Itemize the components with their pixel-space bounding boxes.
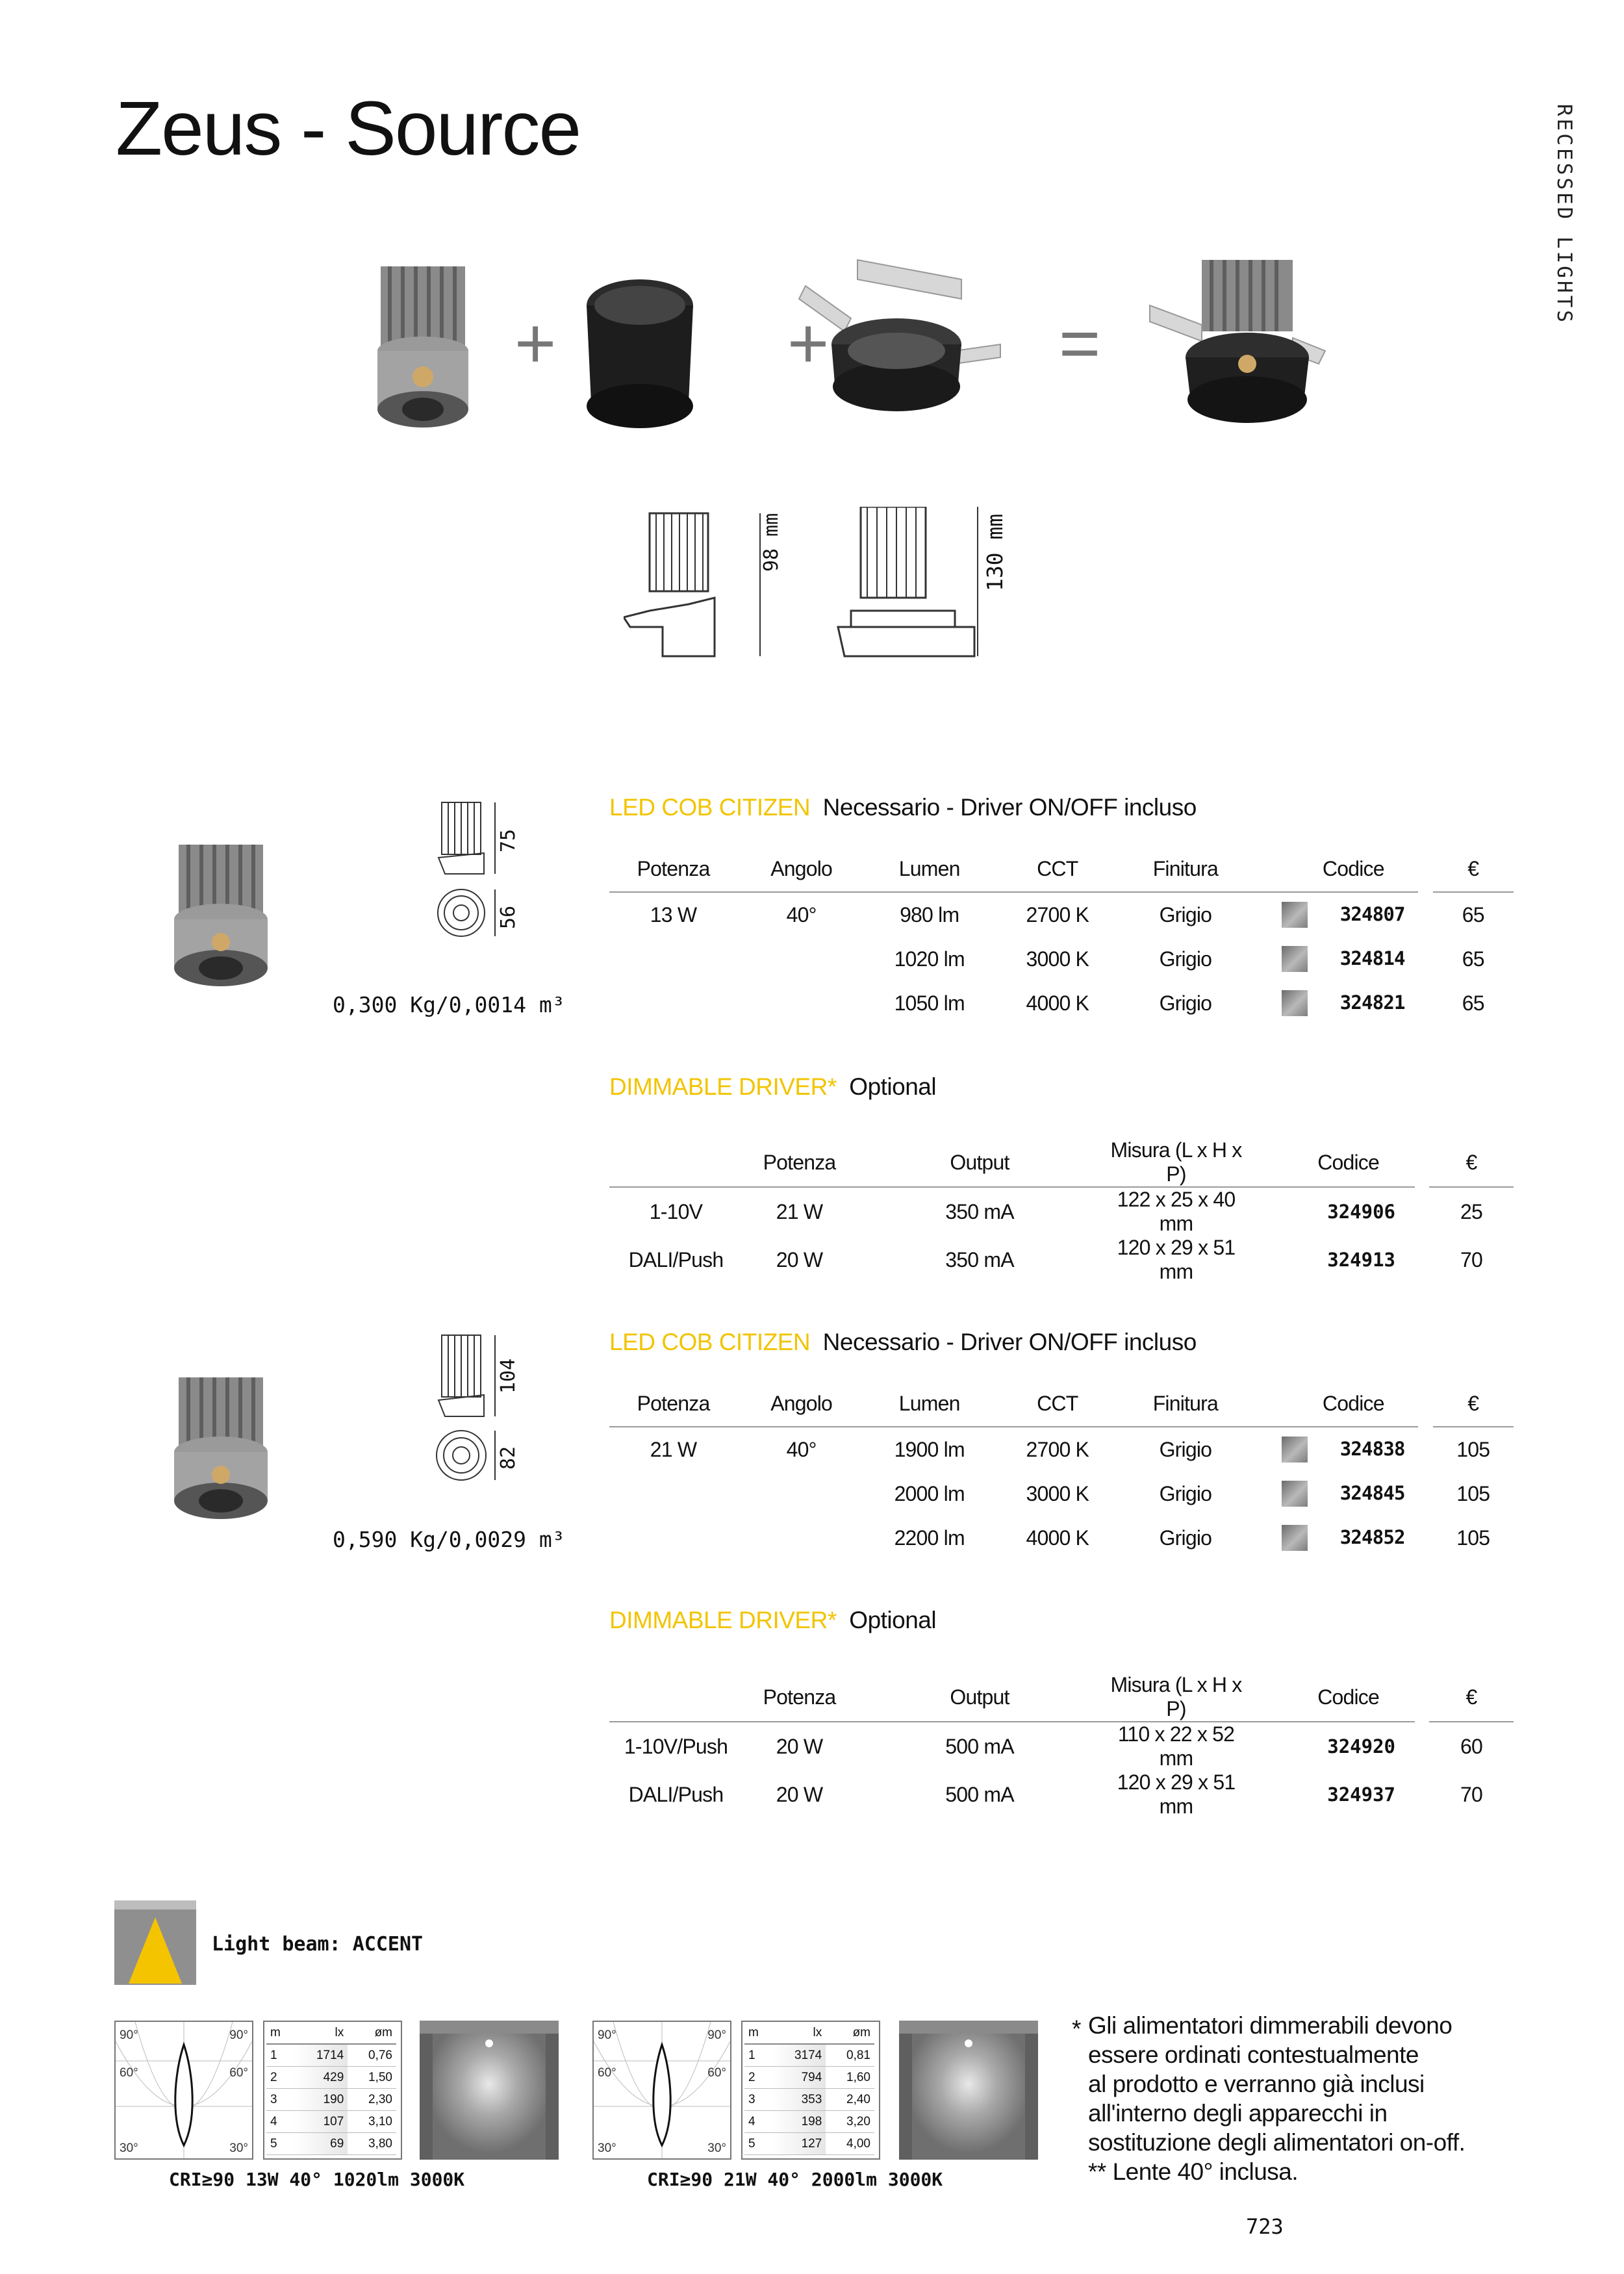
codice-cell: 324937: [1327, 1783, 1395, 1806]
polar-label: 60°: [707, 2066, 726, 2080]
polar-label: 30°: [707, 2141, 726, 2155]
diameter-cell: 1,60: [826, 2067, 874, 2089]
product1-driver-table: [609, 1138, 1514, 1284]
col-header: CCT: [993, 1381, 1121, 1427]
polar-label: 30°: [229, 2141, 248, 2155]
codice-cell: 324821: [1339, 991, 1405, 1014]
col-header: [609, 1673, 742, 1722]
product2-weight: 0,590 Kg/0,0029 m³: [333, 1527, 565, 1552]
finitura-cell: Grigio: [1159, 991, 1212, 1015]
col-header: m: [744, 2022, 772, 2044]
table-row: [266, 2133, 396, 2155]
finitura-cell: Grigio: [1159, 1437, 1212, 1461]
polar-label: 90°: [120, 2028, 138, 2042]
potenza-cell: 20 W: [776, 1782, 823, 1806]
distance-cell: 2: [744, 2067, 772, 2089]
potenza-cell: 20 W: [776, 1247, 823, 1271]
potenza-cell: 20 W: [776, 1734, 823, 1758]
finish-swatch: [1282, 1437, 1308, 1463]
misura-cell: 120 x 29 x 51 mm: [1117, 1236, 1236, 1283]
angolo-cell: [737, 937, 865, 981]
output-cell: 350 mA: [945, 1247, 1014, 1271]
polar-label: 90°: [707, 2028, 726, 2042]
lux-cell: 794: [772, 2067, 826, 2089]
type-cell: 1-10V/Push: [624, 1734, 728, 1758]
price-cell: 25: [1460, 1199, 1482, 1223]
lux-cell: 127: [772, 2133, 826, 2155]
photometry-table: [266, 2022, 396, 2155]
table-row: [609, 1516, 1514, 1560]
col-header: m: [266, 2022, 294, 2044]
table-row: [609, 1187, 1514, 1236]
diameter-cell: 3,10: [348, 2111, 396, 2133]
codice-cell: 324845: [1339, 1482, 1405, 1504]
col-header: €: [1433, 1381, 1514, 1427]
driver-type: DIMMABLE DRIVER*: [609, 1607, 837, 1633]
type-cell: 1-10V: [649, 1199, 703, 1223]
photometry-caption: CRI≥90 21W 40° 2000lm 3000K: [647, 2169, 943, 2190]
product2-driver-table: [609, 1673, 1514, 1819]
finitura-cell: Grigio: [1159, 1481, 1212, 1505]
distance-cell: 4: [744, 2111, 772, 2133]
lux-cell: 190: [294, 2089, 348, 2111]
table-row: [609, 1427, 1514, 1472]
lumen-cell: 2200 lm: [894, 1526, 965, 1550]
product1-led-table: [609, 846, 1514, 1025]
output-cell: 500 mA: [945, 1782, 1014, 1806]
table-row: [744, 2067, 874, 2089]
col-header: øm: [826, 2022, 874, 2044]
output-cell: 350 mA: [945, 1199, 1014, 1223]
type-cell: DALI/Push: [628, 1782, 724, 1806]
footnote-line: ** Lente 40° inclusa.: [1088, 2158, 1299, 2185]
potenza-cell: [609, 937, 737, 981]
product2-image: [159, 1371, 283, 1520]
finish-swatch: [1282, 1525, 1308, 1551]
col-header: CCT: [993, 846, 1121, 892]
codice-cell: 324838: [1339, 1438, 1405, 1460]
cct-cell: 3000 K: [1026, 1481, 1089, 1505]
col-header: Codice: [1249, 1138, 1415, 1187]
col-header: Finitura: [1121, 1381, 1249, 1427]
finish-swatch: [1282, 946, 1308, 972]
codice-cell: 324920: [1327, 1735, 1395, 1757]
table-row: [744, 2089, 874, 2111]
angolo-cell: 40°: [786, 902, 817, 926]
product1-image: [159, 838, 283, 988]
distance-cell: 3: [266, 2089, 294, 2111]
product2-led-table: [609, 1381, 1514, 1560]
lumen-cell: 1900 lm: [894, 1437, 965, 1461]
product1-diameter: 56: [497, 905, 520, 929]
angolo-cell: 40°: [786, 1437, 817, 1461]
table-row: [609, 892, 1514, 937]
finitura-cell: Grigio: [1159, 902, 1212, 926]
product2-height: 104: [497, 1358, 520, 1394]
price-cell: 105: [1456, 1481, 1490, 1505]
potenza-cell: [609, 981, 737, 1025]
output-cell: 500 mA: [945, 1734, 1014, 1758]
polar-label: 30°: [120, 2141, 138, 2155]
finish-swatch: [1282, 1481, 1308, 1507]
beam-icon: [114, 1900, 196, 1985]
col-header: øm: [348, 2022, 396, 2044]
product2-driver-heading: [609, 1607, 936, 1634]
height-label-large: 130 mm: [982, 513, 1008, 591]
codice-cell: 324807: [1339, 903, 1405, 925]
lux-cell: 198: [772, 2111, 826, 2133]
led-note: Necessario - Driver ON/OFF incluso: [822, 794, 1197, 821]
footnote: [1088, 2011, 1556, 2186]
misura-cell: 110 x 22 x 52 mm: [1117, 1722, 1235, 1770]
codice-cell: 324852: [1339, 1526, 1405, 1548]
driver-note: Optional: [849, 1607, 937, 1633]
light-effect-image: [899, 2021, 1038, 2160]
distance-cell: 4: [266, 2111, 294, 2133]
diameter-cell: 2,30: [348, 2089, 396, 2111]
cct-cell: 2700 K: [1026, 902, 1089, 926]
finitura-cell: Grigio: [1159, 1526, 1212, 1550]
price-cell: 60: [1460, 1734, 1482, 1758]
photometry-caption: CRI≥90 13W 40° 1020lm 3000K: [169, 2169, 465, 2190]
led-type: LED COB CITIZEN: [609, 794, 811, 821]
lumen-cell: 1050 lm: [894, 991, 965, 1015]
diameter-cell: 4,00: [826, 2133, 874, 2155]
footnote-line: Gli alimentatori dimmerabili devono: [1088, 2012, 1453, 2039]
table-row: [266, 2044, 396, 2067]
diameter-cell: 0,76: [348, 2044, 396, 2067]
lux-cell: 107: [294, 2111, 348, 2133]
page-number: 723: [1246, 2214, 1284, 2239]
led-note: Necessario - Driver ON/OFF incluso: [822, 1329, 1197, 1355]
assembly-illustration: [351, 253, 1338, 442]
lux-cell: 353: [772, 2089, 826, 2111]
product2-led-heading: [609, 1329, 1197, 1356]
polar-label: 90°: [598, 2028, 616, 2042]
polar-label: 30°: [598, 2141, 616, 2155]
footnote-line: all'interno degli apparecchi in: [1088, 2100, 1388, 2127]
col-header: €: [1433, 846, 1514, 892]
product1-led-heading: [609, 794, 1197, 821]
table-row: [609, 1770, 1514, 1819]
driver-type: DIMMABLE DRIVER*: [609, 1073, 837, 1100]
product2-diameter: 82: [497, 1446, 520, 1470]
col-header: Lumen: [865, 1381, 993, 1427]
driver-note: Optional: [849, 1073, 937, 1100]
diameter-cell: 2,40: [826, 2089, 874, 2111]
distance-cell: 5: [266, 2133, 294, 2155]
col-header: Potenza: [742, 1138, 856, 1187]
polar-label: 60°: [120, 2066, 138, 2080]
col-header: Potenza: [609, 1381, 737, 1427]
finish-swatch: [1282, 990, 1308, 1016]
table-row: [609, 1236, 1514, 1284]
product1-dim-drawing: [429, 796, 507, 939]
col-header: Codice: [1249, 1673, 1415, 1722]
footnote-marker: *: [1072, 2015, 1081, 2042]
price-cell: 65: [1462, 991, 1484, 1015]
product1-height: 75: [497, 828, 520, 852]
lumen-cell: 980 lm: [900, 902, 959, 926]
footnote-line: sostituzione degli alimentatori on-off.: [1088, 2129, 1465, 2156]
col-header: €: [1429, 1673, 1514, 1722]
plus-operator: +: [514, 303, 557, 383]
potenza-cell: [609, 1472, 737, 1516]
equals-operator: =: [1059, 303, 1101, 383]
codice-cell: 324913: [1327, 1249, 1395, 1271]
plus-operator: +: [787, 303, 830, 383]
col-header: Misura (L x H x P): [1103, 1138, 1249, 1187]
dimension-drawing: [624, 507, 1013, 669]
lumen-cell: 2000 lm: [894, 1481, 965, 1505]
distance-cell: 5: [744, 2133, 772, 2155]
distance-cell: 1: [744, 2044, 772, 2067]
light-effect-image: [420, 2021, 559, 2160]
distance-cell: 2: [266, 2067, 294, 2089]
col-header: Angolo: [737, 1381, 865, 1427]
col-header: Lumen: [865, 846, 993, 892]
potenza-cell: 13 W: [650, 902, 697, 926]
diameter-cell: 0,81: [826, 2044, 874, 2067]
cct-cell: 2700 K: [1026, 1437, 1089, 1461]
product2-dim-drawing: [429, 1329, 507, 1485]
polar-diagram: [592, 2021, 731, 2160]
module-image: [377, 266, 468, 428]
table-row: [609, 1472, 1514, 1516]
polar-label: 60°: [598, 2066, 616, 2080]
distance-cell: 3: [744, 2089, 772, 2111]
finitura-cell: Grigio: [1159, 947, 1212, 971]
diameter-cell: 3,80: [348, 2133, 396, 2155]
col-header: Misura (L x H x P): [1103, 1673, 1249, 1722]
col-header: Angolo: [737, 846, 865, 892]
polar-diagram: [114, 2021, 253, 2160]
height-label-small: 98 mm: [760, 513, 783, 572]
potenza-cell: [609, 1516, 737, 1560]
cct-cell: 4000 K: [1026, 1526, 1089, 1550]
lux-cell: 429: [294, 2067, 348, 2089]
table-row: [609, 981, 1514, 1025]
codice-cell: 324814: [1339, 947, 1405, 969]
col-header: Codice: [1249, 1381, 1417, 1427]
footnote-line: essere ordinati contestualmente: [1088, 2041, 1419, 2068]
price-cell: 65: [1462, 902, 1484, 926]
misura-cell: 122 x 25 x 40 mm: [1117, 1188, 1236, 1235]
lux-cell: 3174: [772, 2044, 826, 2067]
polar-label: 90°: [229, 2028, 248, 2042]
col-header: Potenza: [609, 846, 737, 892]
photometry-table: [744, 2022, 874, 2155]
assembled-image: [1150, 260, 1325, 423]
led-type: LED COB CITIZEN: [609, 1329, 811, 1355]
polar-label: 60°: [229, 2066, 248, 2080]
price-cell: 70: [1460, 1247, 1482, 1271]
angolo-cell: [737, 1516, 865, 1560]
table-row: [609, 1722, 1514, 1770]
table-row: [744, 2044, 874, 2067]
table-row: [266, 2067, 396, 2089]
distance-cell: 1: [266, 2044, 294, 2067]
lumen-cell: 1020 lm: [894, 947, 965, 971]
light-beam-label: Light beam: ACCENT: [212, 1933, 424, 1956]
table-row: [609, 937, 1514, 981]
col-header: Potenza: [742, 1673, 856, 1722]
frame-image: [799, 260, 1000, 411]
table-row: [266, 2089, 396, 2111]
col-header: Output: [856, 1673, 1103, 1722]
cct-cell: 4000 K: [1026, 991, 1089, 1015]
col-header: €: [1429, 1138, 1514, 1187]
col-header: Output: [856, 1138, 1103, 1187]
price-cell: 70: [1460, 1782, 1482, 1806]
footnote-line: al prodotto e verranno già inclusi: [1088, 2071, 1425, 2097]
price-cell: 105: [1456, 1437, 1490, 1461]
angolo-cell: [737, 1472, 865, 1516]
trim-ring-image: [587, 279, 693, 428]
col-header: Finitura: [1121, 846, 1249, 892]
col-header: lx: [294, 2022, 348, 2044]
col-header: [609, 1138, 742, 1187]
product1-weight: 0,300 Kg/0,0014 m³: [333, 992, 565, 1017]
table-row: [744, 2133, 874, 2155]
table-row: [266, 2111, 396, 2133]
price-cell: 65: [1462, 947, 1484, 971]
cct-cell: 3000 K: [1026, 947, 1089, 971]
codice-cell: 324906: [1327, 1201, 1395, 1223]
potenza-cell: 21 W: [776, 1199, 823, 1223]
lux-cell: 69: [294, 2133, 348, 2155]
product1-driver-heading: [609, 1073, 936, 1101]
type-cell: DALI/Push: [628, 1247, 724, 1271]
price-cell: 105: [1456, 1526, 1490, 1550]
lux-cell: 1714: [294, 2044, 348, 2067]
finish-swatch: [1282, 902, 1308, 928]
section-tag: RECESSED LIGHTS: [1553, 104, 1576, 325]
table-row: [744, 2111, 874, 2133]
col-header: lx: [772, 2022, 826, 2044]
diameter-cell: 3,20: [826, 2111, 874, 2133]
page-title: Zeus - Source: [116, 86, 581, 172]
misura-cell: 120 x 29 x 51 mm: [1117, 1770, 1236, 1818]
angolo-cell: [737, 981, 865, 1025]
diameter-cell: 1,50: [348, 2067, 396, 2089]
potenza-cell: 21 W: [650, 1437, 697, 1461]
col-header: Codice: [1249, 846, 1417, 892]
